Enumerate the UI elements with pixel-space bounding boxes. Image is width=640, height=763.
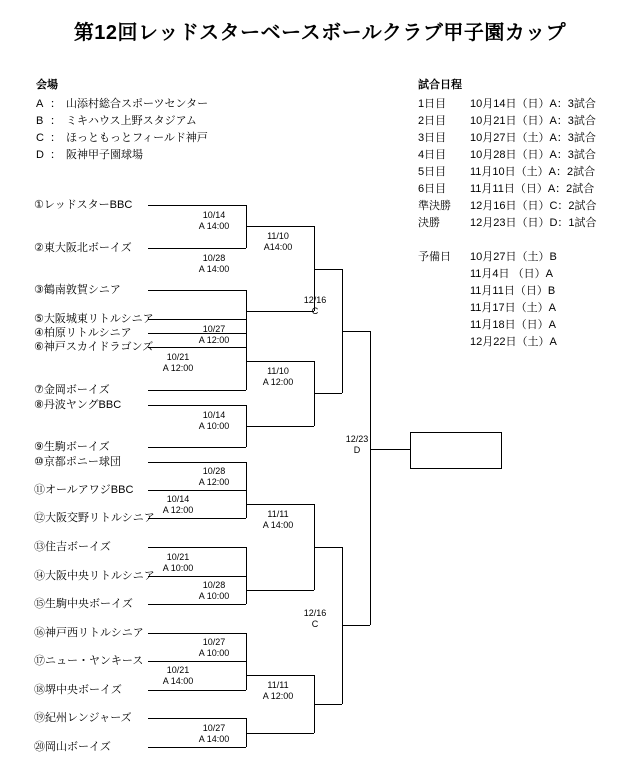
bracket-line — [148, 290, 246, 291]
schedule-detail: 10月14日（日）A：3試合 — [470, 98, 596, 110]
match-date: 10/14 — [202, 210, 226, 220]
venue-item — [36, 96, 208, 113]
bracket-line — [342, 625, 370, 626]
bracket-line — [246, 675, 314, 676]
schedule-day: 準決勝 — [418, 200, 451, 212]
bracket-line — [246, 426, 314, 427]
bracket-line — [148, 347, 246, 348]
venue-separator: ： — [50, 115, 61, 127]
match-date: 11/10 — [267, 366, 289, 376]
schedule-item — [418, 164, 597, 181]
reserve-detail: 11月4日 （日）A — [470, 268, 553, 280]
reserve-detail: 11月18日（日）A — [470, 319, 556, 331]
team-label: ⑬住吉ボーイズ — [34, 541, 111, 553]
match-time: A 10:00 — [198, 648, 230, 658]
venue-item — [36, 130, 208, 147]
match-label — [148, 352, 208, 374]
match-date: 10/28 — [202, 466, 226, 476]
bracket-line — [148, 690, 246, 691]
venue-name: ミキハウス上野スタジアム — [66, 115, 197, 127]
match-date: 10/28 — [202, 253, 226, 263]
venue-key: B — [36, 115, 44, 127]
reserve-item — [418, 266, 557, 283]
team-label: ⑨生駒ボーイズ — [34, 441, 110, 453]
match-date: 10/28 — [202, 580, 226, 590]
bracket-line — [246, 547, 247, 576]
match-time: A 12:00 — [162, 505, 194, 515]
venue-item — [36, 147, 208, 164]
venue-separator: ： — [50, 149, 61, 161]
schedule-detail: 11月10日（土）A：2試合 — [470, 166, 596, 178]
reserve-detail: 12月22日（土）A — [470, 336, 557, 348]
bracket-line — [246, 504, 314, 505]
match-label — [182, 723, 246, 745]
team-label: ⑲紀州レンジャーズ — [34, 712, 132, 724]
team-label: ⑪オールアワジBBC — [34, 484, 134, 496]
bracket-line — [280, 361, 314, 362]
match-time: A 10:00 — [198, 421, 230, 431]
match-time: A 12:00 — [262, 377, 294, 387]
match-date: 10/14 — [202, 410, 226, 420]
reserve-item — [418, 300, 557, 317]
match-date: 12/16 — [303, 608, 327, 618]
venue-key: D — [36, 149, 44, 161]
match-label — [288, 608, 342, 630]
match-time: A 12:00 — [262, 691, 294, 701]
schedule-item — [418, 147, 597, 164]
match-date: 10/21 — [166, 552, 190, 562]
match-date: 12/23 — [345, 434, 369, 444]
schedule-item — [418, 113, 597, 130]
match-label — [148, 552, 208, 574]
bracket-line — [314, 269, 342, 270]
match-time: D — [353, 445, 361, 455]
reserve-list — [418, 249, 557, 351]
bracket-line — [148, 576, 246, 577]
venue-name: 阪神甲子園球場 — [66, 149, 143, 161]
team-label: ⑭大阪中央リトルシニア — [34, 570, 155, 582]
match-date: 11/11 — [267, 509, 289, 519]
team-label: ⑩京都ポニー球団 — [34, 456, 121, 468]
match-label — [248, 366, 308, 388]
bracket-line — [370, 331, 371, 449]
bracket-line — [148, 248, 246, 249]
bracket-line — [148, 718, 246, 719]
match-time: A 10:00 — [198, 591, 230, 601]
match-date: 10/21 — [166, 665, 190, 675]
venue-separator: ： — [50, 132, 61, 144]
match-label — [288, 295, 342, 317]
match-label — [182, 253, 246, 275]
match-date: 10/27 — [202, 324, 226, 334]
schedule-item — [418, 198, 597, 215]
match-time: A 12:00 — [162, 363, 194, 373]
reserve-detail: 11月17日（土）A — [470, 302, 556, 314]
schedule-item — [418, 130, 597, 147]
match-label — [182, 410, 246, 432]
match-time: A 14:00 — [162, 676, 194, 686]
schedule-list — [418, 96, 597, 232]
bracket-line — [148, 390, 246, 391]
match-label — [248, 680, 308, 702]
bracket-line — [148, 518, 246, 519]
match-label — [148, 665, 208, 687]
schedule-detail: 12月23日（日）D：1試合 — [470, 217, 597, 229]
bracket-line — [148, 319, 246, 320]
team-label: ⑧丹波ヤングBBC — [34, 399, 122, 411]
match-time: A 10:00 — [162, 563, 194, 573]
match-date: 10/27 — [202, 723, 226, 733]
schedule-day: 4日目 — [418, 149, 447, 161]
bracket-line — [148, 462, 246, 463]
team-label: ⑫大阪交野リトルシニア — [34, 512, 155, 524]
match-time: A 14:00 — [198, 264, 230, 274]
schedule-day: 3日目 — [418, 132, 447, 144]
match-time: A 12:00 — [198, 335, 230, 345]
reserve-detail: 11月11日（日）B — [470, 285, 556, 297]
match-date: 11/11 — [267, 680, 289, 690]
schedule-day: 2日目 — [418, 115, 447, 127]
match-label — [182, 324, 246, 346]
bracket-line — [246, 226, 314, 227]
team-label: ⑤大阪城東リトルシニア — [34, 313, 154, 325]
bracket-line — [148, 490, 246, 491]
match-label — [248, 509, 308, 531]
venue-key: A — [36, 98, 44, 110]
reserve-detail: 10月27日（土）B — [470, 251, 557, 263]
team-label: ①レッドスターBBC — [34, 199, 133, 211]
bracket-line — [148, 547, 246, 548]
match-date: 11/10 — [267, 231, 289, 241]
venue-name: 山添村総合スポーツセンター — [66, 98, 209, 110]
team-label: ⑮生駒中央ボーイズ — [34, 598, 133, 610]
reserve-item — [418, 283, 557, 300]
schedule-day: 6日目 — [418, 183, 447, 195]
team-label: ②東大阪北ボーイズ — [34, 242, 132, 254]
match-label — [248, 231, 308, 253]
bracket-line — [148, 205, 246, 206]
bracket-line — [246, 733, 314, 734]
match-date: 12/16 — [303, 295, 327, 305]
match-time: A 14:00 — [198, 734, 230, 744]
match-label — [182, 580, 246, 602]
team-label: ④柏原リトルシニア — [34, 327, 132, 339]
bracket-line — [314, 393, 342, 394]
schedule-day: 5日目 — [418, 166, 447, 178]
bracket-line — [246, 590, 314, 591]
venue-name: ほっともっとフィールド神戸 — [66, 132, 208, 144]
bracket-line — [246, 633, 247, 661]
match-time: A14:00 — [263, 242, 293, 252]
schedule-detail: 12月16日（日）C：2試合 — [470, 200, 597, 212]
schedule-detail: 10月28日（日）A：3試合 — [470, 149, 596, 161]
bracket-line — [148, 405, 246, 406]
champion-box — [410, 432, 502, 469]
venue-key: C — [36, 132, 44, 144]
match-time: A 14:00 — [262, 520, 294, 530]
schedule-item — [418, 96, 597, 113]
match-time: C — [311, 306, 319, 316]
bracket-line — [370, 449, 371, 625]
reserve-item — [418, 334, 557, 351]
page-title: 第12回レッドスターベースボールクラブ甲子園カップ — [73, 22, 567, 44]
schedule-detail: 11月11日（日）A：2試合 — [470, 183, 595, 195]
schedule-detail: 10月27日（土）A：3試合 — [470, 132, 596, 144]
bracket-line — [148, 747, 246, 748]
bracket-line — [342, 331, 370, 332]
schedule-day: 決勝 — [418, 217, 440, 229]
bracket-line — [314, 704, 342, 705]
match-label — [182, 210, 246, 232]
bracket-line — [148, 633, 246, 634]
bracket-line — [246, 361, 280, 362]
match-time: C — [311, 619, 319, 629]
match-label — [182, 466, 246, 488]
bracket-line — [148, 661, 246, 662]
reserve-item — [418, 249, 557, 266]
bracket-line — [246, 462, 247, 490]
match-date: 10/14 — [166, 494, 190, 504]
match-date: 10/21 — [166, 352, 190, 362]
match-label — [182, 637, 246, 659]
match-date: 10/27 — [202, 637, 226, 647]
team-label: ⑰ニュー・ヤンキース — [34, 655, 144, 667]
team-label: ⑯神戸西リトルシニア — [34, 627, 144, 639]
schedule-item — [418, 181, 597, 198]
team-label: ⑳岡山ボーイズ — [34, 741, 111, 753]
schedule-detail: 10月21日（日）A：3試合 — [470, 115, 596, 127]
schedule-item — [418, 215, 597, 232]
schedule-day: 1日目 — [418, 98, 447, 110]
reserve-label: 予備日 — [418, 251, 451, 263]
bracket-line — [148, 604, 246, 605]
team-label: ⑥神戸スカイドラゴンズ — [34, 341, 154, 353]
bracket-line — [314, 547, 342, 548]
venue-list — [36, 96, 208, 164]
venue-heading: 会場 — [36, 79, 58, 91]
venue-item — [36, 113, 208, 130]
team-label: ⑱堺中央ボーイズ — [34, 684, 122, 696]
team-label: ⑦金岡ボーイズ — [34, 384, 110, 396]
match-time: A 12:00 — [198, 477, 230, 487]
team-label: ③鶴南敦賀シニア — [34, 284, 121, 296]
match-label — [330, 434, 384, 456]
match-time: A 14:00 — [198, 221, 230, 231]
bracket-line — [148, 447, 246, 448]
reserve-item — [418, 317, 557, 334]
schedule-heading: 試合日程 — [418, 79, 462, 91]
match-label — [148, 494, 208, 516]
venue-separator: ： — [50, 98, 61, 110]
